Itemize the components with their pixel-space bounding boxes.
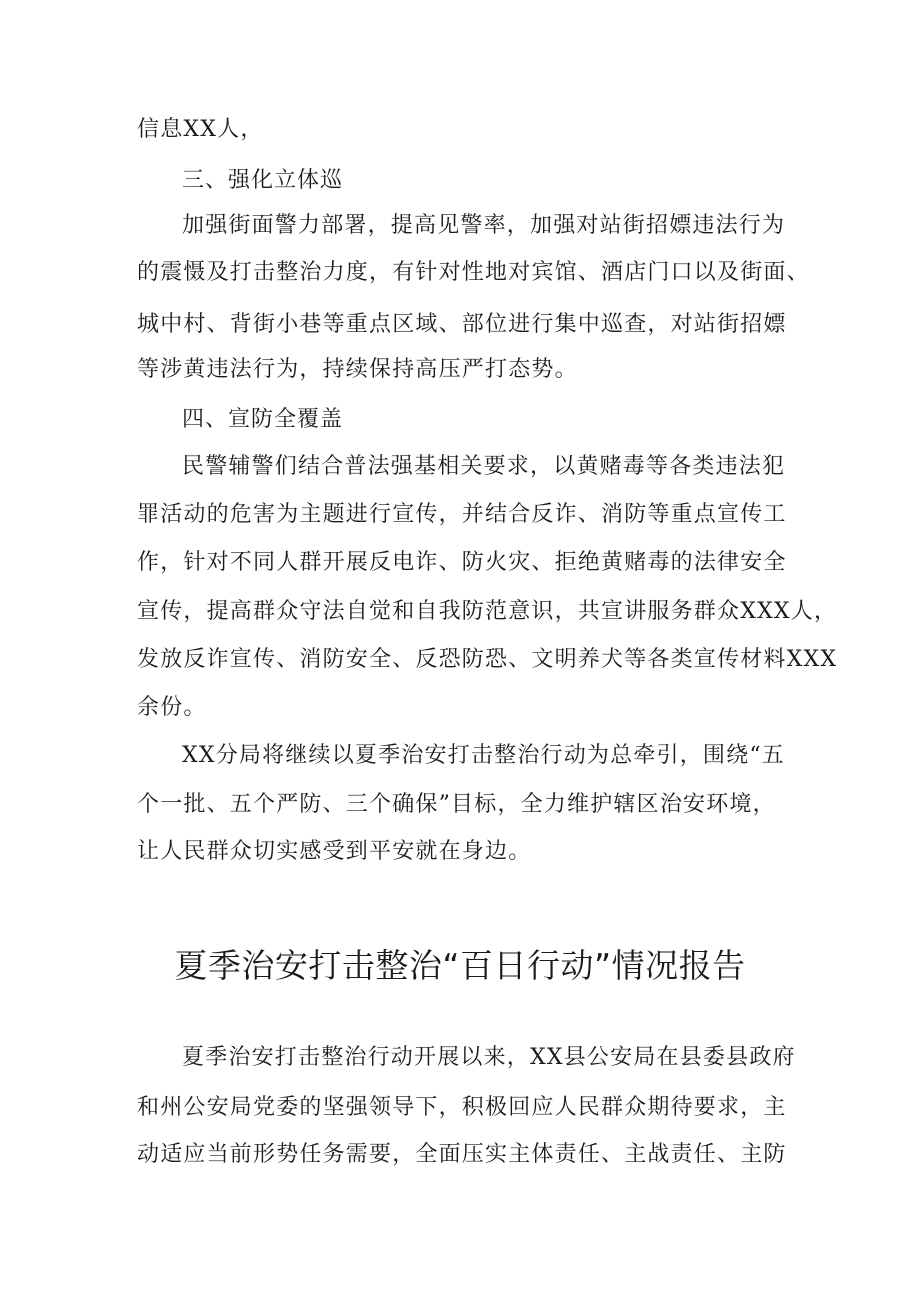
paragraph-line: 发放反诈宣传、消防安全、反恐防恐、文明养犬等各类宣传材料XXX: [137, 647, 838, 672]
paragraph-line: 作，针对不同人群开展反电诈、防火灾、拒绝黄赌毒的法律安全: [137, 550, 787, 575]
paragraph-line: 和州公安局党委的坚强领导下，积极回应人民群众期待要求，主: [137, 1095, 787, 1120]
paragraph-line: 的震慑及打击整治力度，有针对性地对宾馆、酒店门口以及街面、: [137, 260, 810, 285]
paragraph-line: 宣传，提高群众守法自觉和自我防范意识，共宣讲服务群众XXX人，: [137, 599, 838, 624]
paragraph-line: 余份。: [137, 695, 207, 720]
section-heading: 四、宣防全覆盖: [182, 407, 344, 432]
paragraph-line: 夏季治安打击整治行动开展以来，XX县公安局在县委县政府: [182, 1045, 796, 1070]
paragraph-line: XX分局将继续以夏季治安打击整治行动为总牵引，围绕“五: [182, 743, 785, 768]
report-title: 夏季治安打击整治“百日行动”情况报告: [174, 946, 746, 985]
paragraph-line: 加强街面警力部署，提高见警率，加强对站街招嫖违法行为: [182, 213, 786, 238]
paragraph-line: 等涉黄违法行为，持续保持高压严打态势。: [137, 357, 578, 382]
paragraph-line: 让人民群众切实感受到平安就在身边。: [137, 839, 532, 864]
paragraph-line: 个一批、五个严防、三个确保”目标，全力维护辖区治安环境，: [137, 792, 776, 817]
paragraph-line: 动适应当前形势任务需要，全面压实主体责任、主战责任、主防: [137, 1142, 787, 1167]
paragraph-line: 信息XX人，: [137, 117, 264, 142]
paragraph-line: 罪活动的危害为主题进行宣传，并结合反诈、消防等重点宣传工: [137, 502, 787, 527]
paragraph-line: 民警辅警们结合普法强基相关要求，以黄赌毒等各类违法犯: [182, 454, 786, 479]
section-heading: 三、强化立体巡: [182, 168, 344, 193]
paragraph-line: 城中村、背街小巷等重点区域、部位进行集中巡查，对站街招嫖: [137, 312, 787, 337]
